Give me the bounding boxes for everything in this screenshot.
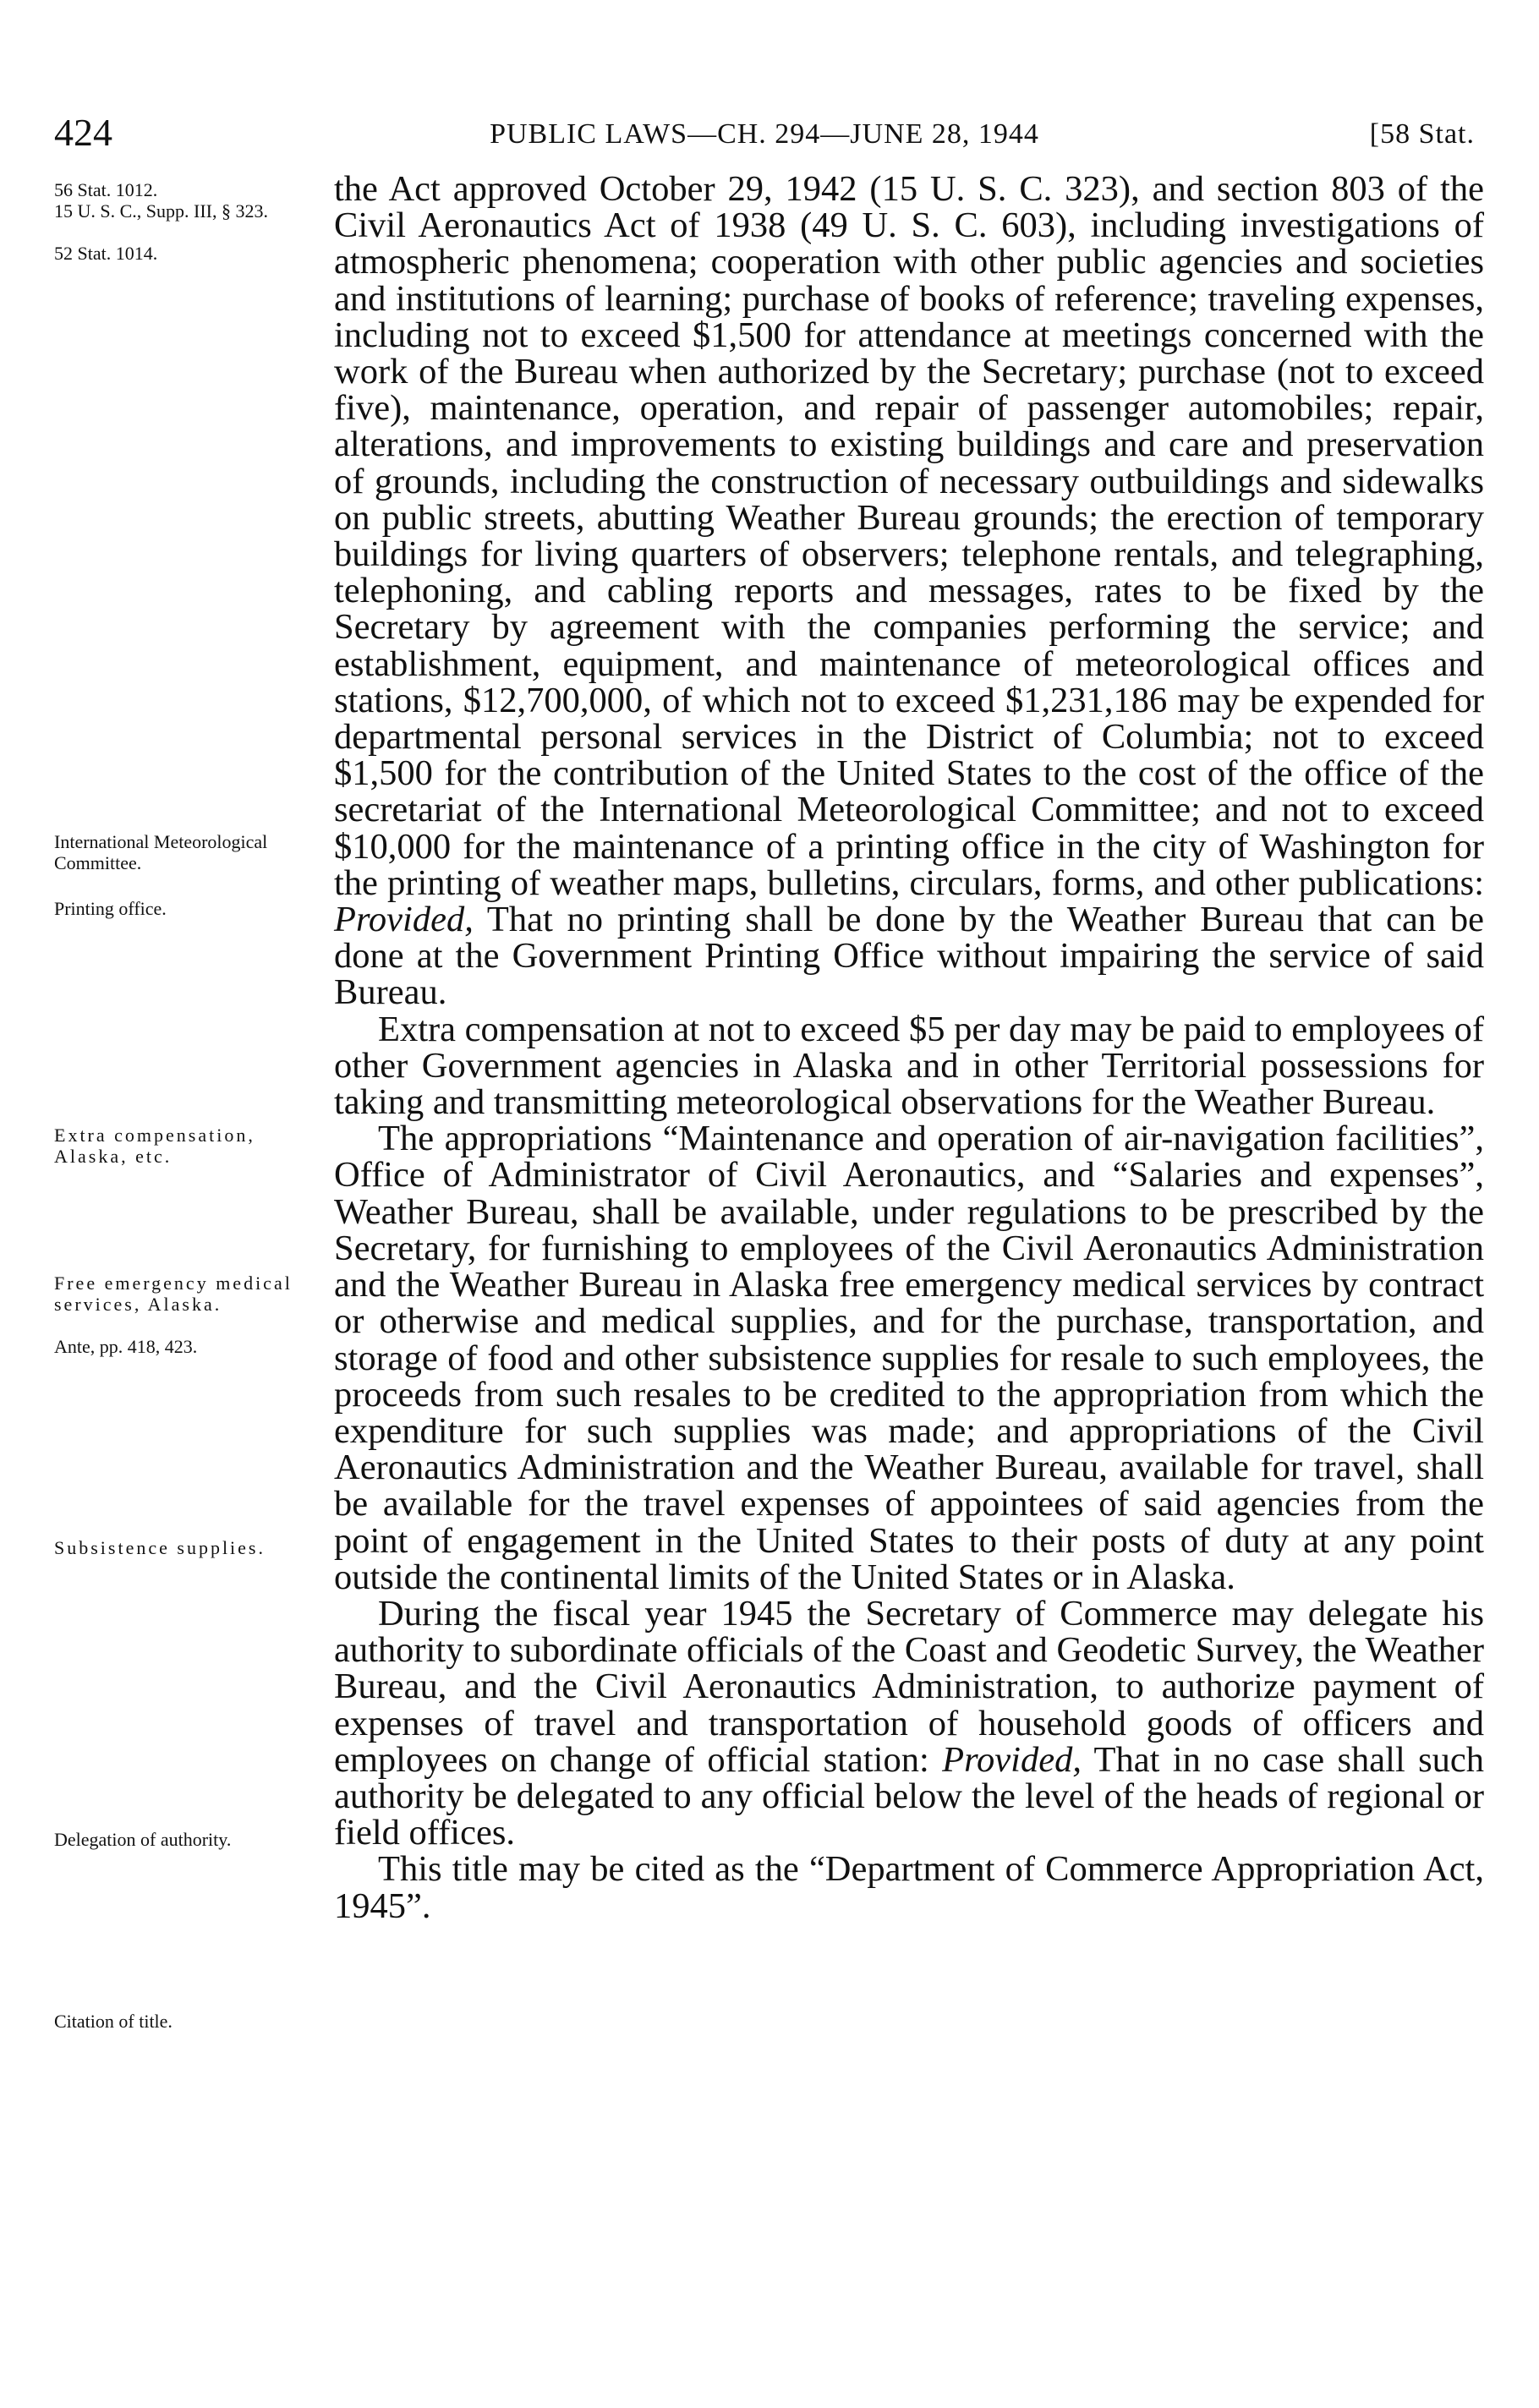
page-number: 424 bbox=[54, 111, 112, 154]
margin-note-ante: Ante, pp. 418, 423. bbox=[54, 1336, 198, 1357]
margin-note-text: Subsistence supplies. bbox=[54, 1537, 266, 1558]
margin-note-printing-office: Printing office. bbox=[54, 898, 167, 919]
paragraph bbox=[334, 1595, 1484, 1851]
paragraph-text: That in no case shall such authority be delegated to any official below the level of the heads of regional or field offices. bbox=[334, 1739, 1485, 1853]
paragraph-text: That no printing shall be done by the Weather Bureau that can be done at the Government Printing Office without impairing the service of said Bureau. bbox=[334, 900, 1485, 1013]
margin-citation: 56 Stat. 1012. bbox=[54, 179, 158, 200]
paragraph: The appropriations “Maintenance and operation of air-navigation facilities”, Office of Administrator of Civil Aeronautics, and “Salaries and expenses”, Weather Bureau, shall be available, under regulations to be prescribed by the Secretary, for furnishing to employees of the Civil Aeronautics Administration and the Weather Bureau in Alaska free emergency medical services by contract or otherwise and medical supplies, and for the purchase, transportation, and storage of food and other subsistence supplies for resale to such employees, the proceeds from such resales to be credited to the appropriation from which the expenditure for such supplies was made; and appropriations of the Civil Aeronautics Administration and the Weather Bureau, available for travel, shall be available for the travel expenses of appointees of said agencies from the point of engagement in the United States to their posts of duty at any point outside the continental limits of the United States or in Alaska. bbox=[334, 1119, 1484, 1597]
margin-note-text: Free emergency medical services, Alaska. bbox=[54, 1272, 293, 1315]
margin-note-text: Extra compensation, Alaska, etc. bbox=[54, 1125, 255, 1167]
margin-citation: 15 U. S. C., Supp. III, § 323. bbox=[54, 200, 269, 222]
margin-note-extra-compensation bbox=[54, 1125, 308, 1167]
page-header bbox=[54, 110, 1475, 161]
provided-italic: Provided, bbox=[334, 900, 474, 940]
paragraph bbox=[334, 171, 1484, 1011]
margin-citation: 52 Stat. 1014. bbox=[54, 243, 158, 264]
margin-note-delegation: Delegation of authority. bbox=[54, 1829, 232, 1850]
running-title: PUBLIC LAWS—CH. 294—JUNE 28, 1944 bbox=[490, 118, 1039, 150]
margin-note-citation-of-title: Citation of title. bbox=[54, 2011, 173, 2032]
paragraph-text: the Act approved October 29, 1942 (15 U. S. C. 323), and section 803 of the Civil Aeronautics Act of 1938 (49 U. S. C. 603), including investigations of atmospheric phenomena; cooperation with other public agencies and societies and institutions of learning; purchase of books of reference; traveling expenses, including not to exceed $1,500 for attendance at meetings concerned with the work of the Bureau when authorized by the Secretary; purchase (not to exceed five), maintenance, operation, and repair of passenger automobiles; repair, alterations, and improvements to existing buildings and care and preservation of grounds, including the construction of necessary outbuildings and sidewalks on public streets, abutting Weather Bureau grounds; the erection of temporary buildings for living quarters of observers; telephone rentals, and telegraphing, telephoning, and cabling reports and messages, rates to be fixed by the Secretary by agreement with the companies performing the service; and establishment, equipment, and maintenance of meteorological offices and stations, $12,700,000, of which not to exceed $1,231,186 may be expended for departmental personal services in the District of Columbia; not to exceed $1,500 for the contribution of the United States to the cost of the office of the secretariat of the International Meteorological Committee; and not to exceed $10,000 for the maintenance of a printing office in the city of Washington for the printing of weather maps, bulletins, circulars, forms, and other publications: bbox=[334, 169, 1484, 903]
margin-note-free-emergency bbox=[54, 1272, 308, 1315]
body-text bbox=[334, 171, 1484, 1924]
margin-note-subsistence bbox=[54, 1537, 308, 1558]
provided-italic: Provided, bbox=[942, 1739, 1082, 1780]
margin-note-intl-met-committee: International Meteorological Committee. bbox=[54, 831, 268, 873]
stat-reference: [58 Stat. bbox=[1369, 118, 1475, 150]
paragraph-text: During the fiscal year 1945 the Secretary of Commerce may delegate his authority to subordinate officials of the Coast and Geodetic Survey, the Weather Bureau, and the Civil Aeronautics Administration, to authorize payment of expenses of travel and transportation of household goods of officers and employees on change of official station: bbox=[334, 1593, 1484, 1780]
paragraph: Extra compensation at not to exceed $5 per day may be paid to employees of other Government agencies in Alaska and in other Territorial possessions for taking and transmitting meteorological observations for the Weather Bureau. bbox=[334, 1009, 1484, 1123]
paragraph: This title may be cited as the “Department of Commerce Appropriation Act, 1945”. bbox=[334, 1849, 1484, 1926]
